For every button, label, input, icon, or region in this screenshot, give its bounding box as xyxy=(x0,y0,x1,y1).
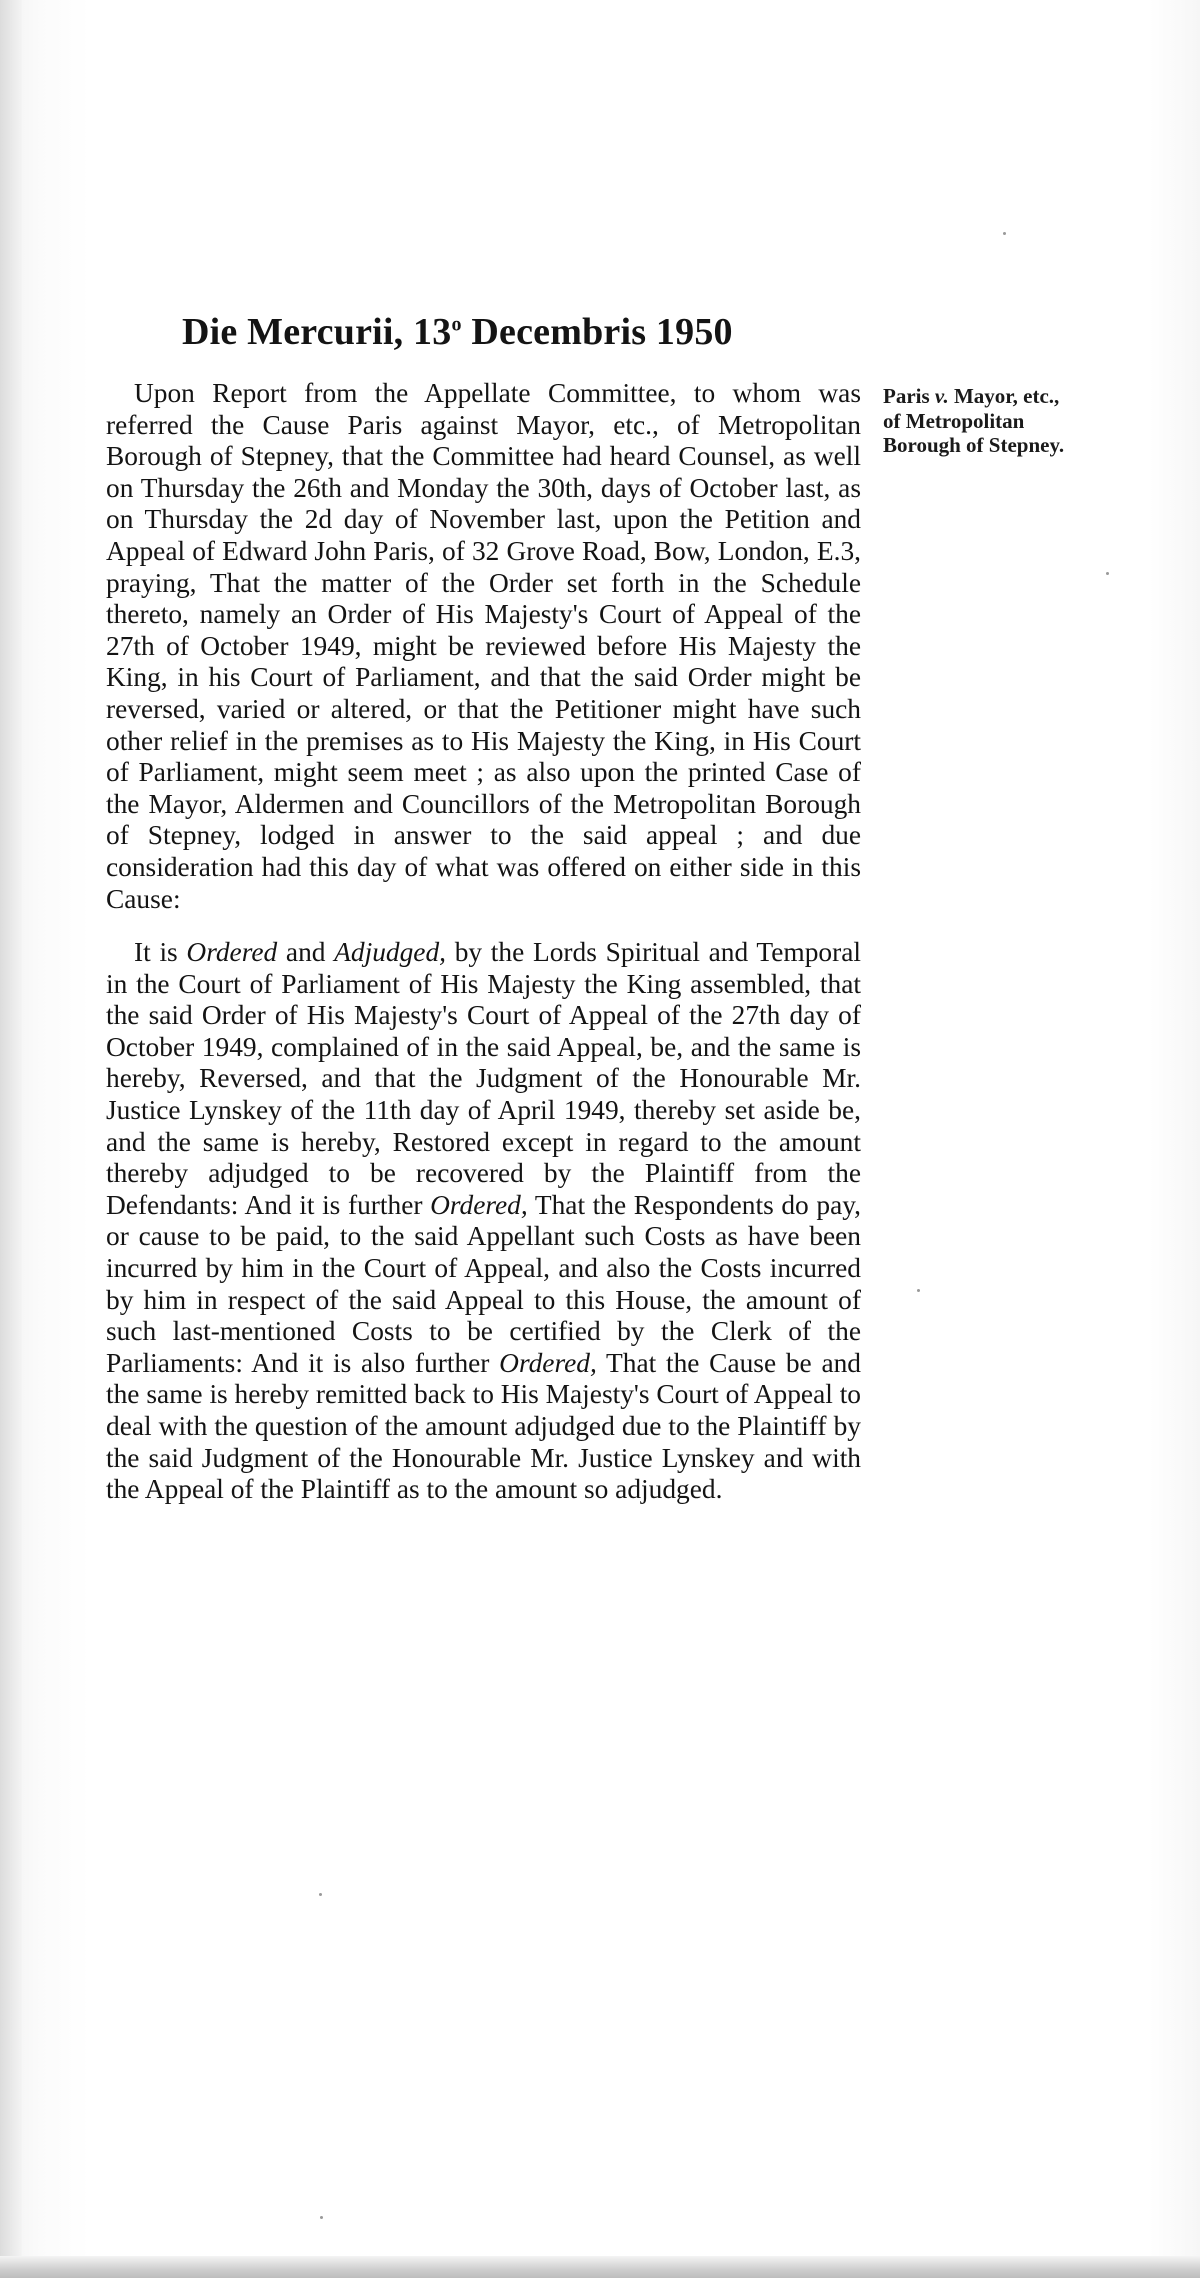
margin-party-2: Mayor, etc., of Metropolitan Borough of Stepney. xyxy=(883,384,1065,458)
ordered-italic-3: Ordered, xyxy=(499,1347,597,1378)
order-text-3: by the Lords Spiritual and Temporal in the Court of Parliament of His Majesty the King assembled, that the said Order of His Majesty's Court of Appeal of the 27th day of October 1949, complained of in the said Appeal, be, and the same is hereby, Reversed, and that the Judgment of the Honourable Mr. Justice Lynskey of the 11th day of April 1949, thereby set aside be, and the same is hereby, Restored except in regard to the amount thereby adjudged to be recovered by the Plaintiff from the Defendants: And it is further xyxy=(106,937,861,1220)
scan-speck xyxy=(917,1289,920,1292)
scan-left-edge xyxy=(0,0,22,2278)
page-title xyxy=(182,310,733,354)
scan-speck xyxy=(1003,232,1006,235)
order-text-5: That the Cause be and the same is hereby remitted back to His Majesty's Court of Appeal to deal with the question of the amount adjudged due to the Plaintiff by the said Judgment of the Honourable Mr. Justice Lynskey and with the Appeal of the Plaintiff as to the amount so adjudged. xyxy=(106,1347,861,1505)
title-superscript: o xyxy=(451,313,462,336)
order-text-4: That the Respondents do pay, or cause to be paid, to the said Appellant such Costs as have been incurred by him in the Court of Appeal, and also the Costs incurred by him in respect of the said Appeal to this House, the amount of such last-mentioned Costs to be certified by the Clerk of the Parliaments: And it is also further xyxy=(106,1189,861,1378)
order-text-1: It is xyxy=(134,937,187,968)
title-rest: Decembris 1950 xyxy=(461,311,733,353)
order-text-2: and xyxy=(277,937,335,968)
scan-speck xyxy=(319,1893,322,1896)
report-paragraph: Upon Report from the Appellate Committee, to whom was referred the Cause Paris against Mayor, etc., of Metropolitan Borough of Stepney, that the Committee had heard Counsel, as well on Thursday the 26th and Monday the 30th, days of October last, as on Thursday the 2d day of November last, upon the Petition and Appeal of Edward John Paris, of 32 Grove Road, Bow, London, E.3, praying, That the matter of the Order set forth in the Schedule thereto, namely an Order of His Majesty's Court of Appeal of the 27th of October 1949, might be reviewed before His Majesty the King, in his Court of Parliament, and that the said Order might be reversed, varied or altered, or that the Petitioner might have such other relief in the premises as to His Majesty the King, in His Court of Parliament, might seem meet ; as also upon the printed Case of the Mayor, Aldermen and Councillors of the Metropolitan Borough of Stepney, lodged in answer to the said appeal ; and due consideration had this day of what was offered on either side in this Cause: xyxy=(106,378,861,914)
title-date: Die Mercurii, 13 xyxy=(182,311,452,353)
order-paragraph xyxy=(106,937,861,1506)
scan-speck xyxy=(320,2216,323,2219)
ordered-italic-2: Ordered, xyxy=(430,1189,528,1220)
case-margin-note xyxy=(883,384,1073,458)
document-body xyxy=(106,378,861,1506)
margin-party-1: Paris xyxy=(883,384,935,408)
scan-bottom-edge xyxy=(0,2256,1200,2278)
adjudged-italic: Adjudged, xyxy=(334,937,446,968)
margin-versus: v. xyxy=(934,384,949,408)
ordered-italic: Ordered xyxy=(186,937,278,968)
scan-speck xyxy=(1106,572,1109,575)
